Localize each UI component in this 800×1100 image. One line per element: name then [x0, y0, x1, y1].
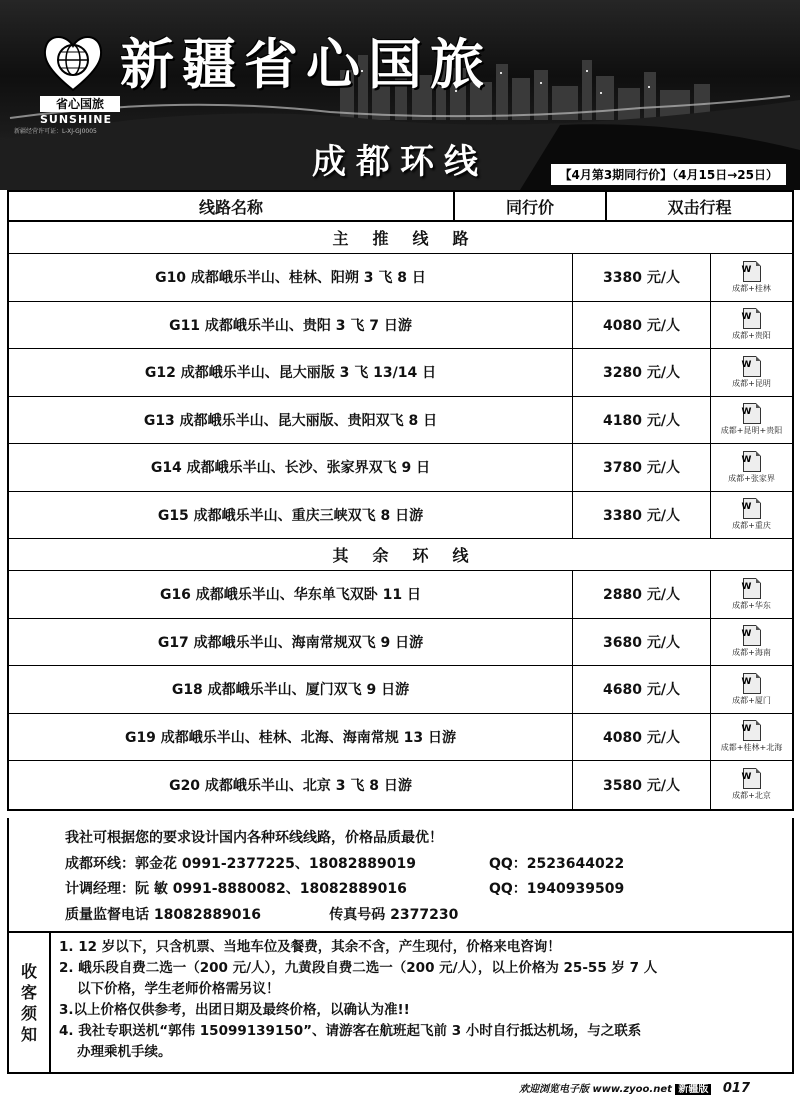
- itinerary-file-label: 成都+贵阳: [732, 331, 771, 341]
- table-row: [9, 761, 792, 809]
- route-price: 4080 元/人: [573, 714, 711, 761]
- notice-heading-char: 须: [20, 1003, 37, 1023]
- table-row: [9, 349, 792, 397]
- word-doc-icon[interactable]: [743, 261, 761, 282]
- itinerary-file-label: 成都+海南: [732, 648, 771, 658]
- route-name: G14 成都峨乐半山、长沙、张家界双飞 9 日: [9, 444, 573, 491]
- itinerary-file-link[interactable]: [711, 571, 792, 618]
- route-price: 3680 元/人: [573, 619, 711, 666]
- notice-heading-char: 知: [20, 1024, 37, 1044]
- logo-text-en: SUNSHINE: [40, 113, 113, 126]
- footer-website: 欢迎浏览电子版 www.zyoo.net: [518, 1084, 672, 1095]
- route-price: 4180 元/人: [573, 397, 711, 444]
- word-doc-icon[interactable]: [743, 451, 761, 472]
- contact-manager-qq: QQ：1940939509: [489, 881, 625, 897]
- contact-quality-fax: 质量监督电话 18082889016 传真号码 2377230: [65, 906, 459, 923]
- itinerary-file-link[interactable]: [711, 302, 792, 349]
- route-name: G19 成都峨乐半山、桂林、北海、海南常规 13 日游: [9, 714, 573, 761]
- word-doc-icon[interactable]: [743, 308, 761, 329]
- table-row: [9, 714, 792, 762]
- table-row: [9, 619, 792, 667]
- route-price: 3580 元/人: [573, 761, 711, 809]
- itinerary-file-link[interactable]: [711, 761, 792, 809]
- itinerary-file-label: 成都+华东: [732, 600, 771, 610]
- word-doc-icon[interactable]: [743, 768, 761, 789]
- contact-info: [7, 818, 794, 933]
- brand-name: 新疆省心国旅: [120, 32, 492, 96]
- contact-intro: 我社可根据您的要求设计国内各种环线线路，价格品质最优！: [65, 830, 443, 846]
- table-row: [9, 254, 792, 302]
- route-price: 3780 元/人: [573, 444, 711, 491]
- contact-chengdu-phone: 成都环线：郭金花 0991-2377225、18082889019: [65, 855, 416, 872]
- route-price: 4080 元/人: [573, 302, 711, 349]
- word-doc-icon[interactable]: [743, 720, 761, 741]
- itinerary-file-label: 成都+桂林: [732, 283, 771, 293]
- notice-item-cont: 以下价格，学生老师价格需另议！: [77, 981, 280, 997]
- itinerary-file-label: 成都+张家界: [728, 473, 775, 483]
- table-row: [9, 666, 792, 714]
- route-name: G16 成都峨乐半山、华东单飞双卧 11 日: [9, 571, 573, 618]
- itinerary-file-label: 成都+昆明: [732, 378, 771, 388]
- notice-heading-char: 客: [20, 982, 37, 1002]
- contact-line-manager: [65, 877, 792, 903]
- route-name: G18 成都峨乐半山、厦门双飞 9 日游: [9, 666, 573, 713]
- heart-globe-logo-icon: [40, 30, 106, 96]
- itinerary-file-label: 成都+桂林+北海: [720, 743, 783, 753]
- notice-item: 4. 我社专职送机“郭伟 15099139150”、请游客在航班起飞前 3 小时自行抵达机场，与之联系: [59, 1023, 642, 1039]
- notice-body: [51, 933, 792, 1072]
- itinerary-file-label: 成都+厦门: [732, 695, 771, 705]
- contact-manager-phone: 计调经理：阮 敏 0991-8880082、18082889016: [65, 881, 407, 897]
- page-number: 017: [722, 1081, 750, 1096]
- contact-chengdu-qq: QQ：2523644022: [489, 855, 625, 872]
- route-price: 4680 元/人: [573, 666, 711, 713]
- table-row: [9, 492, 792, 540]
- word-doc-icon[interactable]: [743, 356, 761, 377]
- notice-item: 2. 峨乐段自费二选一（200 元/人），九黄段自费二选一（200 元/人），以上价格为 25-55 岁 7 人: [59, 960, 658, 976]
- route-price: 3380 元/人: [573, 492, 711, 539]
- logo-text-cn: 省心国旅: [40, 96, 120, 112]
- route-name: G20 成都峨乐半山、北京 3 飞 8 日游: [9, 761, 573, 809]
- route-name: G13 成都峨乐半山、昆大丽版、贵阳双飞 8 日: [9, 397, 573, 444]
- period-subtitle: 【4月第3期同行价】（4月15日→25日）: [551, 164, 786, 185]
- header-itinerary: 双击行程: [667, 197, 732, 217]
- itinerary-file-label: 成都+昆明+贵阳: [720, 426, 783, 436]
- route-price: 3280 元/人: [573, 349, 711, 396]
- customer-notice: [7, 931, 794, 1074]
- section-title: 其余环线: [9, 539, 792, 571]
- word-doc-icon[interactable]: [743, 625, 761, 646]
- route-name: G15 成都峨乐半山、重庆三峡双飞 8 日游: [9, 492, 573, 539]
- itinerary-file-link[interactable]: [711, 492, 792, 539]
- notice-heading: [9, 933, 51, 1072]
- route-name: G17 成都峨乐半山、海南常规双飞 9 日游: [9, 619, 573, 666]
- notice-item-cont: 办理乘机手续。: [77, 1044, 172, 1060]
- itinerary-file-label: 成都+北京: [732, 791, 771, 801]
- header-banner: [0, 0, 800, 190]
- route-price: 2880 元/人: [573, 571, 711, 618]
- word-doc-icon[interactable]: [743, 673, 761, 694]
- footer: [519, 1080, 750, 1096]
- notice-item: 3.以上价格仅供参考，出团日期及最终价格，以确认为准!!: [59, 1002, 410, 1018]
- itinerary-file-link[interactable]: [711, 666, 792, 713]
- itinerary-file-label: 成都+重庆: [732, 521, 771, 531]
- itinerary-file-link[interactable]: [711, 349, 792, 396]
- word-doc-icon[interactable]: [743, 498, 761, 519]
- table-body: [9, 222, 792, 809]
- route-name: G11 成都峨乐半山、贵阳 3 飞 7 日游: [9, 302, 573, 349]
- table-row: [9, 302, 792, 350]
- section-title: 主推线路: [9, 222, 792, 254]
- page-title: 成都环线: [312, 142, 488, 182]
- route-price-table: [7, 190, 794, 811]
- route-price: 3380 元/人: [573, 254, 711, 301]
- header-price: 同行价: [455, 192, 607, 220]
- route-name: G12 成都峨乐半山、昆大丽版 3 飞 13/14 日: [9, 349, 573, 396]
- itinerary-file-link[interactable]: [711, 444, 792, 491]
- footer-edition: 新疆版: [675, 1084, 711, 1095]
- word-doc-icon[interactable]: [743, 578, 761, 599]
- table-row: [9, 571, 792, 619]
- notice-item: 1. 12 岁以下，只含机票、当地车位及餐费，其余不含，产生现付，价格来电咨询！: [59, 939, 561, 955]
- itinerary-file-link[interactable]: [711, 714, 792, 761]
- contact-line-chengdu: [65, 852, 792, 878]
- table-row: [9, 444, 792, 492]
- itinerary-file-link[interactable]: [711, 619, 792, 666]
- word-doc-icon[interactable]: [743, 403, 761, 424]
- route-name: G10 成都峨乐半山、桂林、阳朔 3 飞 8 日: [9, 254, 573, 301]
- license-text: 新疆经营许可证：L-XJ-GJ0005: [14, 128, 97, 135]
- table-header: [9, 192, 792, 222]
- notice-heading-char: 收: [20, 961, 37, 981]
- itinerary-file-link[interactable]: [711, 397, 792, 444]
- table-row: [9, 397, 792, 445]
- header-route-name: 线路名称: [9, 192, 455, 220]
- itinerary-file-link[interactable]: [711, 254, 792, 301]
